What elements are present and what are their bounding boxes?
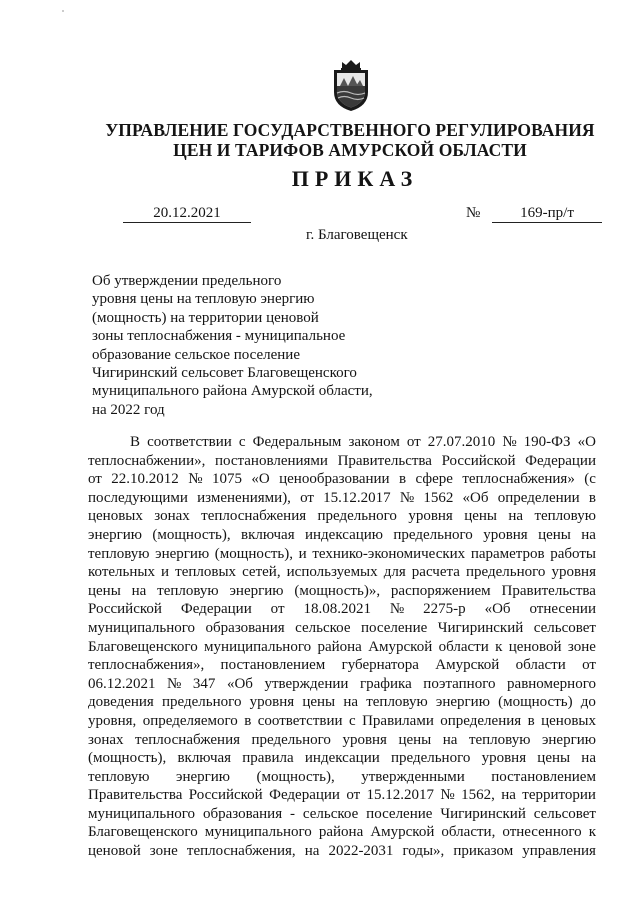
- word: образования: [202, 805, 283, 822]
- word: Амурской: [368, 638, 433, 655]
- word: к: [495, 638, 503, 655]
- word: до: [580, 694, 596, 711]
- word: района: [318, 824, 364, 841]
- word: и: [298, 545, 307, 562]
- body-line-words: [88, 768, 596, 787]
- word: цены: [88, 582, 121, 599]
- word: включая: [177, 750, 232, 767]
- word: соответствии: [257, 712, 343, 729]
- word: №: [440, 787, 455, 804]
- word: «О: [251, 471, 270, 488]
- word: предельного: [251, 731, 331, 748]
- word: №: [167, 675, 182, 692]
- word: В: [130, 434, 141, 450]
- word: изменениями),: [197, 489, 291, 506]
- body-line-words: [88, 545, 596, 564]
- body-line-words: [88, 638, 596, 657]
- body-line: [88, 749, 596, 768]
- word: цены: [398, 731, 432, 748]
- body-line: [88, 823, 596, 842]
- word: 190-ФЗ: [523, 434, 571, 450]
- word: в: [588, 489, 596, 506]
- word: «Об: [484, 601, 511, 618]
- word: тепловую: [88, 768, 150, 785]
- scan-speck: [62, 10, 64, 12]
- body-line-words: [88, 731, 596, 750]
- organization-name: [95, 120, 605, 160]
- word: уровня,: [88, 712, 137, 729]
- word: энергию: [88, 526, 143, 543]
- word: определяемого: [142, 712, 238, 729]
- word: теплоснабжении»,: [88, 452, 206, 469]
- word: губернатора: [341, 657, 419, 674]
- word: муниципального: [204, 638, 312, 655]
- word: 18.08.2021: [303, 601, 371, 618]
- word: тепловую: [366, 694, 428, 711]
- body-line: [88, 638, 596, 657]
- body-line-words: [88, 563, 596, 582]
- body-line-words: [88, 805, 596, 824]
- word: теплоснабжения,: [186, 843, 296, 860]
- body-line-words: [88, 712, 596, 731]
- word: территории: [522, 787, 596, 804]
- word: ценовой: [88, 843, 141, 860]
- word: муниципального: [88, 619, 196, 636]
- word: (мощность): [498, 694, 573, 711]
- word: -: [290, 805, 295, 822]
- word: поселение: [366, 805, 433, 822]
- word: уровня: [408, 508, 453, 525]
- word: тепловую: [534, 508, 596, 525]
- word: технико-экономических: [312, 545, 466, 562]
- word: сфере: [415, 471, 453, 488]
- subject-line: (мощность) на территории ценовой: [92, 309, 319, 326]
- body-line-words: [88, 507, 596, 526]
- word: области: [438, 638, 489, 655]
- word: сельсовет: [533, 805, 596, 822]
- word: Амурской: [370, 824, 435, 841]
- word: поселение: [361, 619, 428, 636]
- subject-line: на 2022 год: [92, 401, 165, 418]
- word: на: [581, 750, 596, 767]
- word: ценообразовании: [279, 471, 390, 488]
- word: на: [131, 582, 147, 599]
- word: области,: [441, 824, 496, 841]
- word: 06.12.2021: [88, 675, 156, 692]
- word: энергию: [541, 731, 596, 748]
- word: сельское: [302, 805, 359, 822]
- word: годы»,: [402, 843, 445, 860]
- word: 2275-р: [423, 601, 466, 618]
- word: 347: [192, 675, 216, 692]
- word: тепловую: [468, 731, 531, 748]
- word: правила: [242, 750, 294, 767]
- word: с: [348, 712, 356, 729]
- word: 15.12.2017: [366, 787, 435, 804]
- word: законом: [348, 434, 400, 450]
- body-line-words: [88, 675, 596, 694]
- word: тепловую: [88, 545, 150, 562]
- body-line-words: [88, 619, 596, 638]
- word: уровня: [249, 694, 295, 711]
- body-line: [88, 433, 596, 452]
- subject-line: Об утверждении предельного: [92, 273, 282, 289]
- word: Правительства: [88, 787, 183, 804]
- body-line: [88, 600, 596, 619]
- word: Чигиринский: [437, 619, 524, 636]
- document-type: ПРИКАЗ: [291, 166, 419, 191]
- word: Российской: [88, 601, 162, 618]
- word: от: [406, 434, 421, 450]
- body-line: [88, 675, 596, 694]
- word: (мощность),: [152, 526, 231, 543]
- word: тепловых: [175, 564, 237, 581]
- word: Правительства: [337, 452, 432, 469]
- word: постановлениями: [214, 452, 328, 469]
- body-line: [88, 563, 596, 582]
- word: энергию: [176, 768, 231, 785]
- word: (мощность),: [88, 750, 167, 767]
- subject-line: муниципального района Амурской области,: [92, 383, 373, 400]
- word: к: [588, 824, 596, 841]
- word: отнесенного: [502, 824, 582, 841]
- word: поэтапного: [423, 675, 496, 692]
- word: индексации: [304, 750, 380, 767]
- word: управления: [522, 843, 596, 860]
- word: от: [346, 787, 361, 804]
- word: муниципального: [204, 824, 312, 841]
- body-line: [88, 545, 596, 564]
- body-line: [88, 731, 596, 750]
- subject-line: зоны теплоснабжения - муниципальное: [92, 328, 346, 345]
- word: зонах: [154, 508, 190, 525]
- word: (мощность),: [214, 545, 294, 562]
- word: на: [581, 526, 596, 543]
- word: ценовой: [508, 638, 562, 655]
- word: Федерации: [180, 601, 252, 618]
- body-line: [88, 507, 596, 526]
- word: зоне: [149, 843, 178, 860]
- body-line-words: [88, 526, 596, 545]
- word: в: [399, 471, 407, 488]
- word: теплоснабжения: [201, 508, 307, 525]
- word: уровня: [342, 731, 387, 748]
- word: Благовещенского: [88, 638, 198, 655]
- word: Амурской: [435, 657, 500, 674]
- word: определения: [440, 712, 522, 729]
- word: от: [300, 489, 314, 506]
- word: тепловую: [157, 582, 219, 599]
- body-line: [88, 656, 596, 675]
- body-line-words: [88, 656, 596, 675]
- body-line-words: [88, 749, 596, 768]
- body-line: [88, 582, 596, 601]
- word: равномерного: [507, 675, 596, 692]
- word: от: [88, 471, 102, 488]
- word: предельного: [465, 564, 546, 581]
- word: постановлением: [220, 657, 326, 674]
- word: Чигиринский: [440, 805, 526, 822]
- word: сельское: [295, 619, 351, 636]
- word: энергию: [155, 545, 210, 562]
- body-line-words: [88, 823, 596, 842]
- body-line: [88, 470, 596, 489]
- word: от: [582, 657, 596, 674]
- subject-line: образование сельское поселение: [92, 346, 300, 363]
- word: «Об: [226, 675, 253, 692]
- word: на: [508, 508, 524, 525]
- city: г. Благовещенск: [306, 227, 408, 243]
- word: предельного: [393, 526, 473, 543]
- word: Федеральным: [252, 434, 342, 450]
- word: цены: [464, 508, 497, 525]
- word: ценовых: [88, 508, 143, 525]
- body-line-words: [130, 433, 596, 452]
- word: определении: [497, 489, 580, 506]
- word: на: [501, 787, 516, 804]
- order-date: 20.12.2021: [123, 204, 251, 223]
- org-line-2: ЦЕН И ТАРИФОВ АМУРСКОЙ ОБЛАСТИ: [173, 140, 527, 160]
- word: №: [389, 601, 405, 618]
- word: в: [244, 712, 252, 729]
- word: 2022-2031: [328, 843, 394, 860]
- word: предельного: [317, 508, 397, 525]
- body-line-words: [88, 786, 596, 805]
- word: предельного: [162, 694, 242, 711]
- word: Российской: [188, 787, 263, 804]
- word: графика: [359, 675, 412, 692]
- word: цены: [302, 694, 336, 711]
- body-line: [88, 489, 596, 508]
- word: (мощность),: [256, 768, 335, 785]
- body-line-words: [88, 452, 596, 471]
- word: уровня: [481, 750, 527, 767]
- word: предельного: [390, 750, 471, 767]
- word: района: [317, 638, 362, 655]
- body-line: [88, 786, 596, 805]
- word: цены: [538, 526, 571, 543]
- word: расчета: [411, 564, 460, 581]
- word: соответствии: [147, 434, 232, 450]
- word: теплоснабжения: [135, 731, 241, 748]
- word: «О: [577, 434, 596, 450]
- word: Правилами: [362, 712, 434, 729]
- number-label: №: [466, 205, 481, 221]
- word: 1075: [211, 471, 242, 488]
- subject-line: Чигиринский сельсовет Благовещенского: [92, 365, 357, 382]
- word: (мощность)»,: [294, 582, 381, 599]
- word: на: [343, 694, 359, 711]
- body-line-words: [88, 693, 596, 712]
- word: области: [515, 657, 566, 674]
- word: образования: [205, 619, 285, 636]
- word: зонах: [88, 731, 124, 748]
- word: используемых: [286, 564, 378, 581]
- body-line: [88, 842, 596, 861]
- coat-of-arms-icon: [328, 58, 374, 112]
- word: уровня: [483, 526, 528, 543]
- org-line-1: УПРАВЛЕНИЕ ГОСУДАРСТВЕННОГО РЕГУЛИРОВАНИЯ: [105, 120, 595, 140]
- word: энергию: [229, 582, 284, 599]
- body-line: [88, 805, 596, 824]
- order-number: 169-пр/т: [492, 204, 602, 223]
- word: №: [188, 471, 203, 488]
- word: зоне: [567, 638, 596, 655]
- word: сетей,: [242, 564, 281, 581]
- word: от: [270, 601, 285, 618]
- word: ценовых: [541, 712, 596, 729]
- word: 1562: [423, 489, 454, 506]
- body-line-words: [88, 600, 596, 619]
- word: постановлением: [491, 768, 596, 785]
- body-line: [88, 693, 596, 712]
- order-subject: [92, 272, 392, 419]
- word: для: [383, 564, 406, 581]
- word: Российской: [441, 452, 516, 469]
- word: отнесении: [529, 601, 596, 618]
- word: теплоснабжения»: [462, 471, 575, 488]
- word: энергию: [435, 694, 490, 711]
- word: на: [304, 843, 320, 860]
- word: параметров: [470, 545, 545, 562]
- word: утвержденными: [361, 768, 465, 785]
- word: муниципального: [88, 805, 196, 822]
- word: сельсовет: [533, 619, 596, 636]
- word: Федерации: [525, 452, 596, 469]
- body-line-words: [88, 489, 596, 508]
- body-line-words: [88, 470, 596, 489]
- word: Федерации: [269, 787, 340, 804]
- word: и: [161, 564, 170, 581]
- word: уровня: [551, 564, 596, 581]
- body-line-words: [88, 582, 596, 601]
- word: №: [502, 434, 517, 450]
- word: (с: [584, 471, 596, 488]
- body-line: [88, 452, 596, 471]
- word: в: [527, 712, 535, 729]
- word: 15.12.2017: [323, 489, 391, 506]
- body-line: [88, 712, 596, 731]
- body-line: [88, 768, 596, 787]
- word: индексацию: [304, 526, 384, 543]
- body-line: [88, 526, 596, 545]
- word: включая: [241, 526, 295, 543]
- word: 27.07.2010: [427, 434, 496, 450]
- subject-line: уровня цены на тепловую энергию: [92, 291, 315, 308]
- body-line-words: [88, 842, 596, 861]
- order-body: [88, 433, 596, 861]
- word: с: [238, 434, 246, 450]
- word: Благовещенского: [88, 824, 198, 841]
- word: №: [399, 489, 415, 506]
- word: 22.10.2012: [111, 471, 179, 488]
- word: 1562,: [461, 787, 495, 804]
- word: теплоснабжения»,: [88, 657, 205, 674]
- word: «Об: [462, 489, 489, 506]
- word: работы: [550, 545, 596, 562]
- word: котельных: [88, 564, 155, 581]
- word: Правительства: [501, 582, 596, 599]
- word: на: [442, 731, 458, 748]
- word: цены: [537, 750, 571, 767]
- word: приказом: [453, 843, 514, 860]
- word: утверждении: [264, 675, 349, 692]
- word: последующими: [88, 489, 188, 506]
- word: распоряжением: [390, 582, 491, 599]
- body-line: [88, 619, 596, 638]
- word: доведения: [88, 694, 154, 711]
